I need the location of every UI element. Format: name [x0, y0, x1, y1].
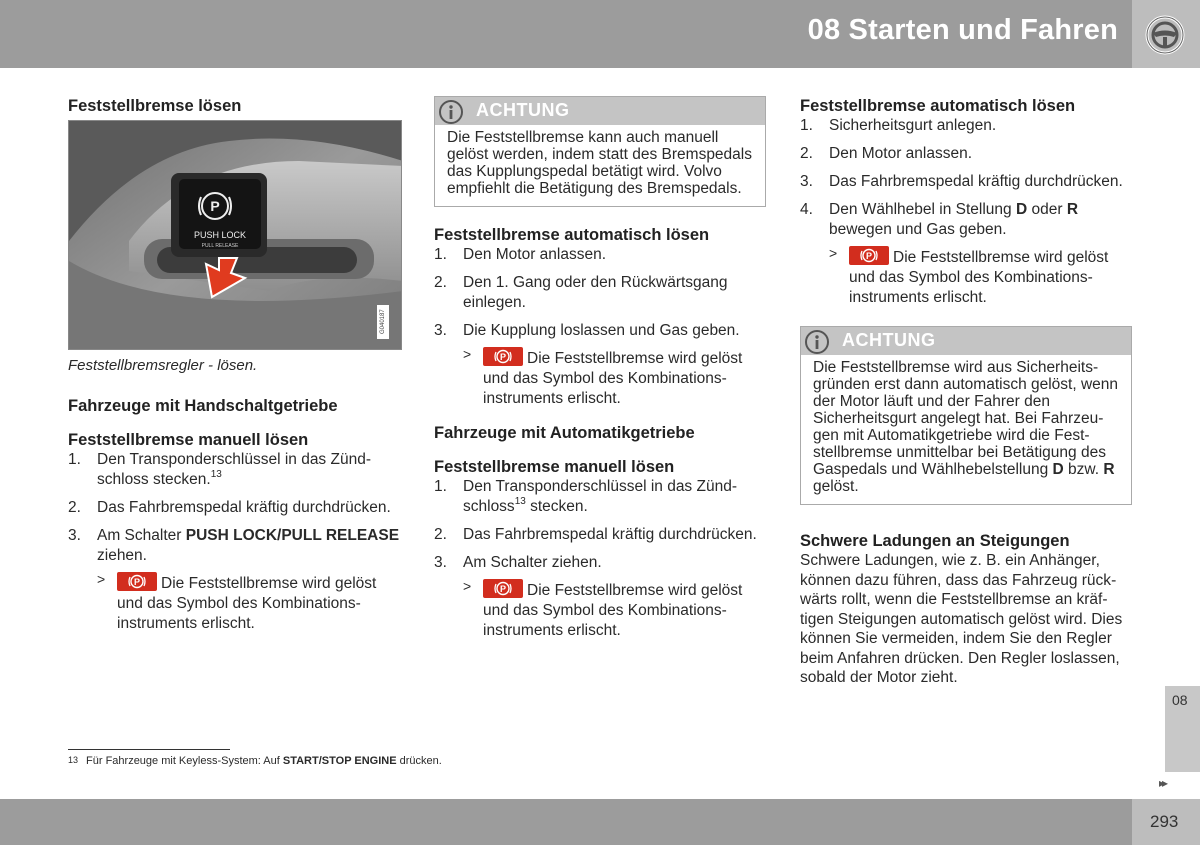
image-code: G040187 — [377, 305, 389, 339]
column-middle — [434, 96, 766, 649]
chapter-icon-box — [1132, 0, 1200, 68]
parking-brake-icon — [483, 347, 523, 366]
chapter-side-tab — [1165, 686, 1200, 772]
list-item: 3. Am Schalter ziehen. — [434, 554, 602, 571]
page-header — [0, 0, 1132, 68]
footnote-divider — [68, 749, 230, 750]
photo-caption: Feststellbremsregler - lösen. — [68, 357, 258, 374]
parking-brake-illustration — [69, 121, 402, 350]
info-warning-icon — [804, 329, 830, 355]
page-number: 293 — [1150, 812, 1179, 831]
list-item: 2. Den 1. Gang oder den Rückwärtsgang einlegen. — [434, 274, 728, 311]
list-item: 2. Den Motor anlassen. — [800, 145, 973, 162]
footnote-ref: 13 — [210, 468, 222, 480]
list-item: 3. Das Fahrbremspedal kräftig durchdrücken. — [800, 173, 1123, 190]
parking-brake-photo — [68, 120, 402, 350]
svg-text:P: P — [499, 352, 507, 362]
column-right — [800, 96, 1132, 688]
page-footer — [0, 799, 1132, 845]
continue-icon: ▸▸ — [1159, 776, 1166, 790]
step-list — [800, 116, 1132, 240]
list-item: 3. Die Kupplung loslassen und Gas geben. — [434, 322, 740, 339]
result-chevron: > — [463, 346, 472, 362]
section-heading: Fahrzeuge mit Handschaltgetriebe — [68, 397, 338, 415]
step-result: > P Die Feststellbremse wird gelöst und das Symbol des Kombinationsinstruments erlischt. — [463, 346, 743, 407]
warning-header — [801, 327, 1131, 355]
warning-box — [434, 96, 766, 207]
parking-brake-icon — [483, 579, 523, 598]
steering-wheel-icon — [1144, 14, 1186, 56]
parking-brake-icon — [117, 572, 157, 591]
chapter-title: 08 Starten und Fahren — [807, 14, 1118, 46]
column-left — [68, 96, 402, 642]
chapter-number: 08 — [1172, 692, 1188, 708]
warning-text: Die Feststellbremse wird aus Sicherheitsgründen erst dann automatisch gelöst, wenn der Motor läuft und der Fahrer den Sicherheitsgurt angelegt hat. Bei Fahrzeugen mit Automatikgetriebe wird die Feststellbremse unmittelbar bei Betätigung des Gaspedals und Wählhebelstellung D bzw. R gelöst. — [813, 359, 1119, 495]
pull-release-label: PULL RELEASE — [201, 243, 239, 249]
step-list — [434, 477, 766, 573]
svg-text:P: P — [499, 584, 507, 594]
list-item: 1. Den Transponderschlüssel in das Zündschloss$^{13}$ stecken. — [434, 478, 737, 515]
svg-text:P: P — [210, 198, 220, 214]
section-heading: Fahrzeuge mit Automatikgetriebe — [434, 424, 695, 442]
section-heading: Feststellbremse lösen — [68, 97, 242, 115]
section-heading: Feststellbremse manuell lösen — [68, 431, 309, 449]
list-item: 1. Den Motor anlassen. — [434, 246, 607, 263]
warning-header — [435, 97, 765, 125]
step-result: > P Die Feststellbremse wird gelöst und das Symbol des Kombinationsinstruments erlischt. — [97, 571, 377, 632]
step-list — [434, 245, 766, 341]
section-heading: Feststellbremse automatisch lösen — [434, 226, 710, 244]
result-chevron: > — [829, 245, 838, 261]
svg-text:P: P — [133, 577, 141, 587]
step-list — [68, 450, 402, 566]
list-item: 1. Sicherheitsgurt anlegen. — [800, 117, 997, 134]
section-heading: Feststellbremse automatisch lösen — [800, 97, 1076, 115]
list-item: 2. Das Fahrbremspedal kräftig durchdrücken. — [434, 526, 757, 543]
push-lock-label: PUSH LOCK — [193, 230, 247, 240]
list-item: 2. Das Fahrbremspedal kräftig durchdrücken. — [68, 499, 391, 516]
info-warning-icon — [438, 99, 464, 125]
list-item: 4. Den Wählhebel in Stellung D oder R bewegen und Gas geben. — [800, 201, 1079, 238]
footnote-ref: 13 — [514, 495, 526, 507]
svg-text:P: P — [865, 251, 873, 261]
result-chevron: > — [463, 578, 472, 594]
footnote: 13 Für Fahrzeuge mit Keyless-System: Auf START/STOP ENGINE drücken. — [68, 755, 442, 767]
step-result: > P Die Feststellbremse wird gelöst und das Symbol des Kombinationsinstruments erlischt. — [463, 578, 743, 639]
warning-title: ACHTUNG — [476, 100, 570, 120]
warning-box — [800, 326, 1132, 505]
parking-brake-icon — [849, 246, 889, 265]
paragraph: Schwere Ladungen, wie z. B. ein Anhänger, können dazu führen, dass das Fahrzeug rückwärts rollt, wenn die Feststellbremse an kräftigen Steigungen automatisch gelöst wird. Dies können Sie vermeiden, indem Sie den Regler beim Anfahren drücken. Den Regler loslassen, sobald der Motor zieht. — [800, 552, 1123, 686]
section-heading: Schwere Ladungen an Steigungen — [800, 532, 1070, 550]
result-chevron: > — [97, 571, 106, 587]
warning-title: ACHTUNG — [842, 330, 936, 350]
warning-text: Die Feststellbremse kann auch manuell gelöst werden, indem statt des Bremspedals das Kupplungspedal betätigt wird. Volvo empfiehlt die Betätigung des Bremspedals. — [447, 129, 752, 197]
step-result: > P Die Feststellbremse wird gelöst und das Symbol des Kombinationsinstruments erlischt. — [829, 245, 1109, 306]
list-item: 1. Den Transponderschlüssel in das Zündschloss stecken.$^{13}$ — [68, 451, 371, 488]
section-heading: Feststellbremse manuell lösen — [434, 458, 675, 476]
list-item: 3. Am Schalter PUSH LOCK/PULL RELEASE ziehen. — [68, 527, 400, 564]
